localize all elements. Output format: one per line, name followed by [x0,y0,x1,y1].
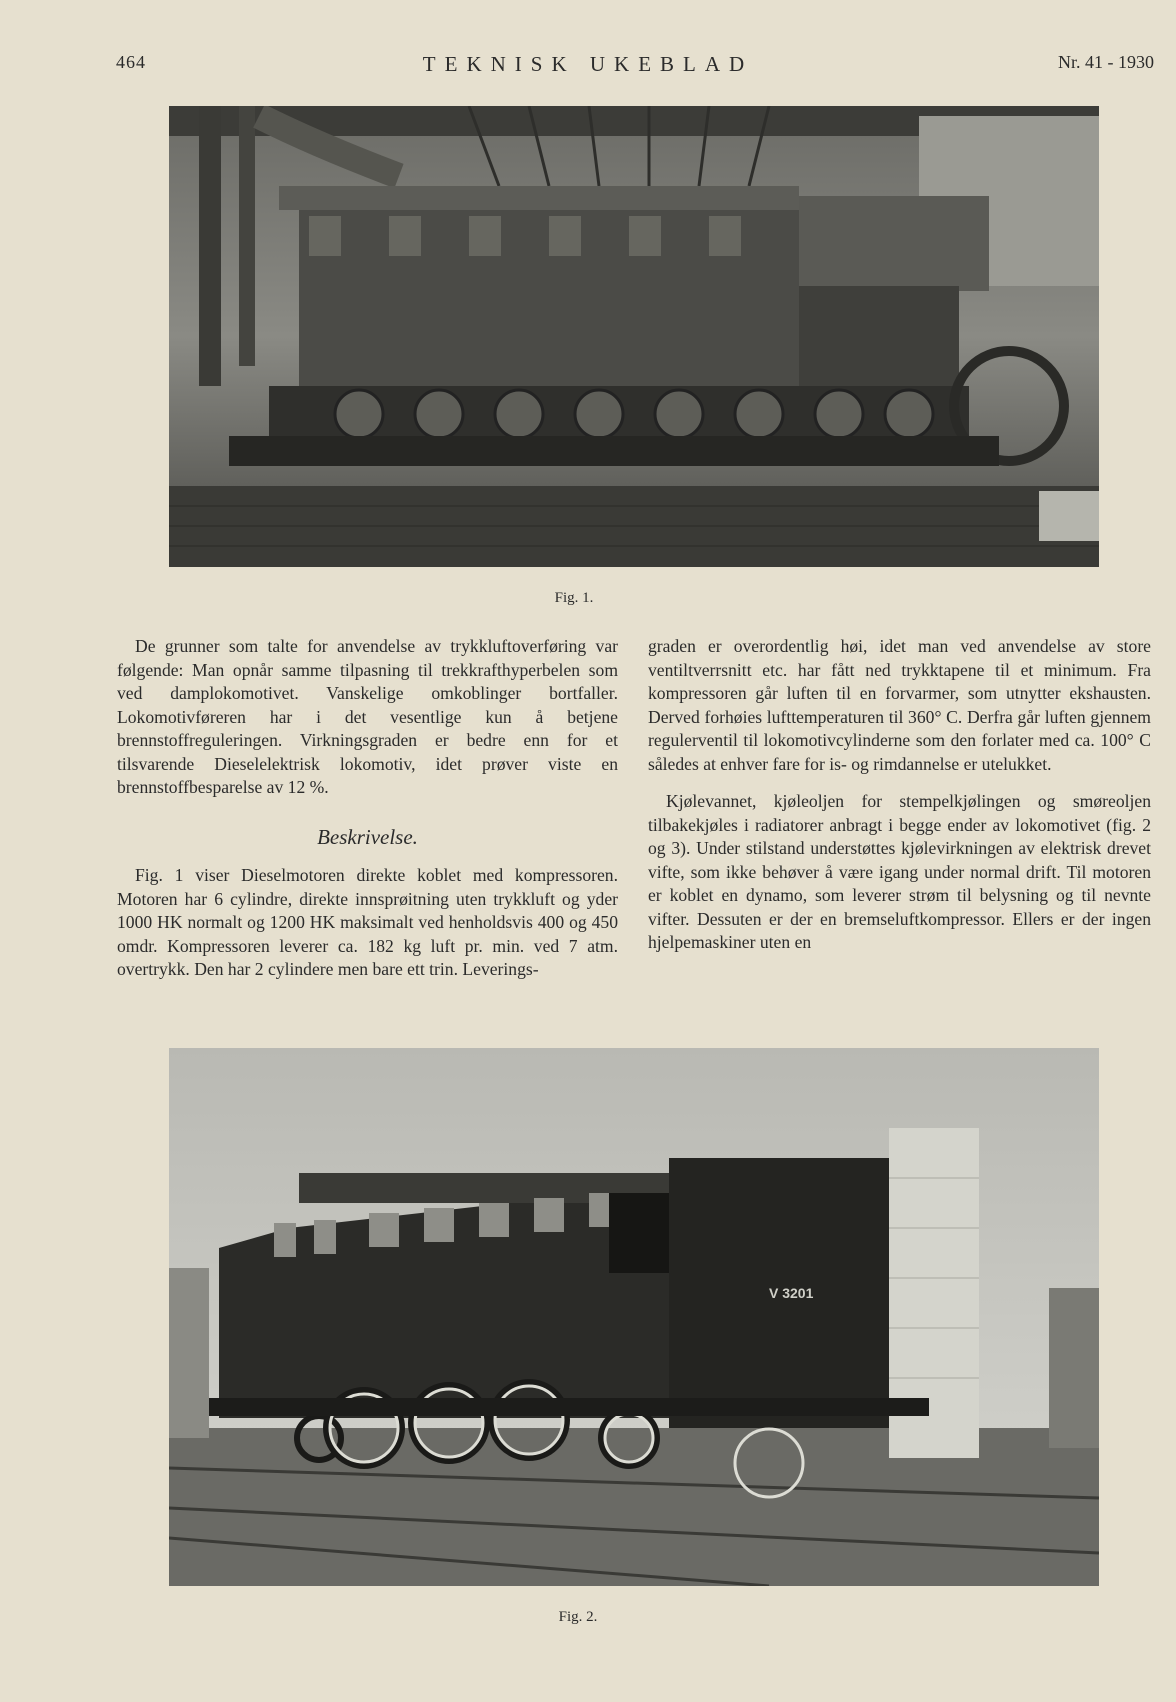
engine-photo-illustration [169,106,1099,567]
issue-number: Nr. 41 - 1930 [1058,52,1154,72]
paragraph: Kjølevannet, kjøleoljen for stempelkjølingen og smøreoljen tilbakekjøles i radiatorer anbragt i begge ender av lokomotivet (fig. 2 og 3). Under stilstand understøttes kjølevirkningen av elektrisk drevet vifte, som ikke behøver å være igang under normal drift. Til motoren er koblet en dynamo, som leverer strøm til belysning og til nevnte vifter. Dessuten er der en bremseluftkompressor. Ellers er der ingen hjelpemaskiner uten en [648,791,1151,952]
figure-1-engine-photo [169,106,1099,567]
left-column [117,635,618,982]
running-title: TEKNISK UKEBLAD [422,52,754,76]
paragraph: Fig. 1 viser Dieselmotoren direkte koblet med kompressoren. Motoren har 6 cylindre, direkte innsprøitning uten trykkluft og yder 1000 HK normalt og 1200 HK maksimalt ved henholdsvis 400 og 450 omdr. Kompressoren leverer ca. 182 kg luft pr. min. ved 7 atm. overtrykk. Den har 2 cylindere men bare ett trin. Leverings- [117,865,618,979]
locomotive-number-plate: V 3201 [769,1285,814,1301]
figure-1-caption: Fig. 1. [554,590,594,606]
page-number: 464 [116,52,146,72]
paragraph: graden er overordentlig høi, idet man ved anvendelse av store ventiltverrsnitt etc. har fått ned trykktapene til et minimum. Fra kompressoren går luften til en forvarmer, som utnytter ekshausten. Derved forhøies lufttemperaturen til 360° C. Derfra går luften gjennem regulerventil til lokomotivcylinderne som den forlater med ca. 100° C således at enhver fare for is- og rimdannelse er utelukket. [648,636,1151,774]
locomotive-photo-illustration [169,1048,1099,1586]
paragraph: De grunner som talte for anvendelse av trykkluftoverføring var følgende: Man opnår samme tilpasning til trekkrafthyperbelen som ved damplokomotivet. Vanskelige omkoblinger bortfaller. Lokomotivføreren har i det vesentlige kun å betjene brennstoffreguleringen. Virkningsgraden er bedre enn for et tilsvarende Dieselelektrisk lokomotiv, idet prøver viste en brennstoffbesparelse av 12 %. [117,636,618,797]
right-column [648,635,1151,955]
figure-2-caption: Fig. 2. [558,1609,598,1625]
figure-2-locomotive-photo [169,1048,1099,1586]
section-heading: Beskrivelse. [317,824,418,849]
